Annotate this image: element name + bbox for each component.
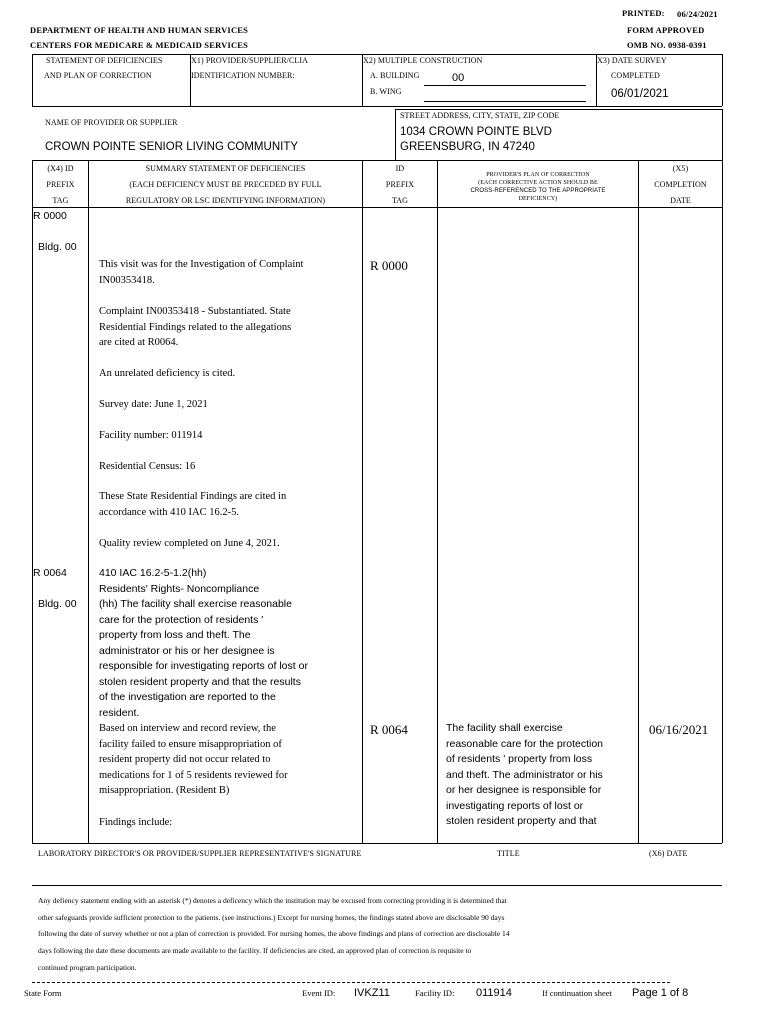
plan-header-4: DEFICIENCY) [518,196,558,202]
id-header: ID [395,164,405,173]
x5-date-header: DATE [670,196,691,205]
summary-survey-date: Survey date: June 1, 2021 [99,399,208,410]
street-address: 1034 CROWN POINTE BLVD [400,126,552,138]
completed-label: COMPLETED [611,71,660,80]
wing-label: B. WING [370,87,402,96]
x3-label: X3) DATE SURVEY [597,56,667,65]
summary-complaint: Complaint IN00353418 - Substantiated. State Residential Findings related to the allegations are cited at R0064. [99,306,292,348]
summary-header-1: SUMMARY STATEMENT OF DEFICIENCIES [145,164,306,173]
printed-date: 06/24/2021 [677,9,718,19]
city-state-zip: GREENSBURG, IN 47240 [400,141,535,153]
summary-cited: These State Residential Findings are cited in accordance with 410 IAC 16.2-5. [99,491,287,518]
x4-id-label: (X4) ID [47,164,74,173]
id-r0000: R 0000 [370,258,408,273]
facility-id-label: Facility ID: [415,988,455,998]
summary-unrelated: An unrelated deficiency is cited. [99,368,236,379]
facility-id: 011914 [476,987,512,999]
summary-census: Residential Census: 16 [99,461,196,472]
id-r0064: R 0064 [370,722,408,737]
summary-quality-review: Quality review completed on June 4, 2021. [99,538,280,549]
form-approved: FORM APPROVED [627,25,705,35]
omb-number: OMB NO. 0938-0391 [627,40,707,50]
plan-header-3: CROSS-REFERENCED TO THE APPROPRIATE [470,188,606,194]
id-prefix-header: PREFIX [385,180,415,189]
tag-r0064: R 0064 [33,567,67,579]
provider-name: CROWN POINTE SENIOR LIVING COMMUNITY [45,141,299,153]
building-value: 00 [452,72,465,84]
bldg-r0064: Bldg. 00 [38,598,77,610]
department-title: DEPARTMENT OF HEALTH AND HUMAN SERVICES [30,25,249,35]
summary-header-3: REGULATORY OR LSC IDENTIFYING INFORMATION) [125,196,326,205]
statement-label-2: AND PLAN OF CORRECTION [44,71,152,80]
completion-date: 06/16/2021 [649,722,709,737]
survey-date: 06/01/2021 [611,88,669,100]
plan-header-1: PROVIDER'S PLAN OF CORRECTION [486,172,590,178]
tag-r0000: R 0000 [33,210,67,222]
page-number: Page 1 of 8 [632,987,689,999]
id-tag-header: TAG [391,196,409,205]
provider-name-label: NAME OF PROVIDER OR SUPPLIER [45,118,178,127]
event-id-label: Event ID: [302,988,336,998]
centers-title: CENTERS FOR MEDICARE & MEDICAID SERVICES [30,40,249,50]
disclaimer: Any defiency statement ending with an asterisk (*) denotes a deficency which the institution may be excused from correcting providing it is determined that other safeguards provide sufficient protection to the patients. (see instructions.) Except for nursing homes, the findings stated above are disclosable 90 days following the date of survey whether or not a plan of correction is provided. For nursing homes, the above findings and plans of correction are disclosable 14 days following the date these documents are made available to the facility. If deficiencies are cited, an approved plan of correction is requisite to continued program participation. [38,896,510,972]
summary-facility-number: Facility number: 011914 [99,430,203,441]
x4-tag-label: TAG [52,196,69,205]
x5-header: (X5) [672,164,689,173]
statement-label-1: STATEMENT OF DEFICIENCIES [46,56,163,65]
plan-of-correction: The facility shall exercise reasonable care for the protection of residents ' property from loss and theft. The administrator or his or her designee is responsible for investigating reports of lost or stolen resident property and that [446,722,604,827]
findings-include: Findings include: [99,817,173,828]
summary-findings-text: Based on interview and record review, the facility failed to ensure misappropriation of resident property did not occur related to medications for 1 of 5 residents reviewed for misappropriation. (Resident B) [99,723,288,796]
summary-header-2: (EACH DEFICIENCY MUST BE PRECEDED BY FULL [129,180,322,189]
bldg-r0000: Bldg. 00 [38,241,77,253]
x1-label: X1) PROVIDER/SUPPLIER/CLIA [191,56,309,65]
x6-date-label: (X6) DATE [649,849,688,858]
x2-label: X2) MULTIPLE CONSTRUCTION [363,56,483,65]
summary-visit: This visit was for the Investigation of Complaint IN00353418. [99,259,304,286]
identification-label: IDENTIFICATION NUMBER: [191,71,295,80]
director-signature-label: LABORATORY DIRECTOR'S OR PROVIDER/SUPPLIER REPRESENTATIVE'S SIGNATURE [38,849,362,858]
event-id: IVKZ11 [354,987,390,999]
x4-prefix-label: PREFIX [46,180,75,189]
summary-rule-text: 410 IAC 16.2-5-1.2(hh) Residents' Rights- Noncompliance (hh) The facility shall exercise reasonable care for the protection of residents ' property from loss and theft. The administrator or his or her designee is responsible for investigating reports of lost or stolen resident property and that the results of the investigation are reported to the resident. [99,567,308,719]
state-form-label: State Form [24,988,62,998]
plan-header-2: (EACH CORRECTIVE ACTION SHOULD BE [478,180,598,186]
building-label: A. BUILDING [370,71,420,80]
address-label: STREET ADDRESS, CITY, STATE, ZIP CODE [400,111,560,120]
x5-completion-header: COMPLETION [654,180,707,189]
title-label: TITLE [497,849,520,858]
continuation-label: If continuation sheet [542,988,612,998]
printed-label: PRINTED: [622,8,665,18]
